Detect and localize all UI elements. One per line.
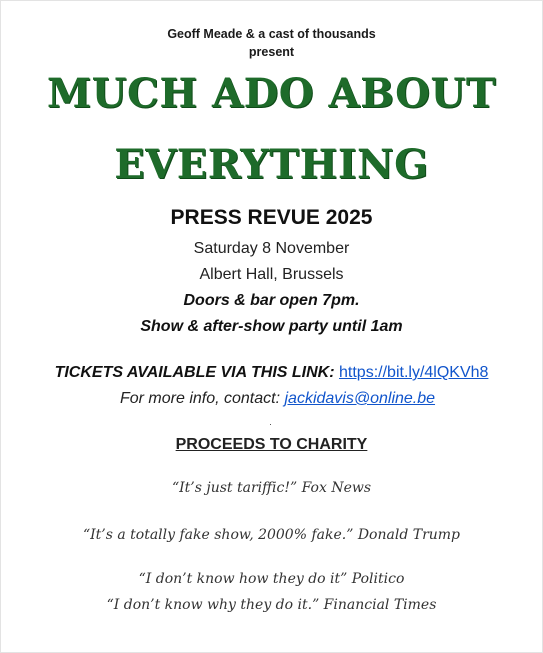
presenter-line: Geoff Meade & a cast of thousands	[167, 27, 376, 41]
title-line-1: MUCH ADO ABOUT	[46, 70, 497, 117]
tickets-label: TICKETS AVAILABLE VIA THIS LINK:	[54, 364, 335, 381]
charity-heading: PROCEEDS TO CHARITY	[175, 436, 368, 453]
show-info: Show & after-show party until 1am	[140, 318, 403, 335]
title-line-2: EVERYTHING	[114, 141, 429, 188]
tickets-link[interactable]: https://bit.ly/4lQKVh8	[339, 364, 489, 381]
contact-email-link[interactable]: jackidavis@online.be	[284, 390, 436, 407]
event-name: PRESS REVUE 2025	[170, 206, 373, 229]
presenter-present: present	[248, 45, 295, 59]
tickets-line	[0, 364, 543, 382]
contact-line	[6, 390, 543, 408]
separator-dot	[270, 424, 271, 425]
event-venue: Albert Hall, Brussels	[199, 266, 344, 283]
contact-label: For more info, contact:	[119, 390, 281, 407]
quote-politico: “I don’t know how they do it” Politico	[138, 571, 405, 587]
quote-financial-times: “I don’t know why they do it.” Financial Times	[106, 597, 437, 613]
quote-fox-news: “It’s just tariffic!” Fox News	[171, 480, 372, 496]
quote-donald-trump: “It’s a totally fake show, 2000% fake.” Donald Trump	[82, 527, 461, 543]
doors-info: Doors & bar open 7pm.	[183, 292, 360, 309]
event-date: Saturday 8 November	[193, 240, 350, 257]
